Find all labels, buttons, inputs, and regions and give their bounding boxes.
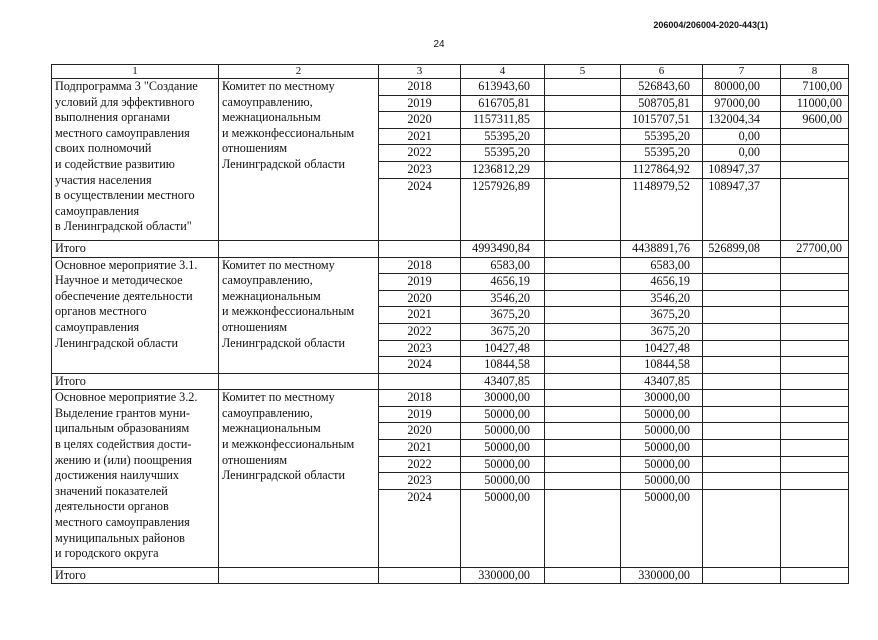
total-amount-cell: 30000,00 bbox=[461, 390, 545, 407]
other-amount-cell: 7100,00 bbox=[781, 79, 849, 96]
program-name-line: и содействие развитию bbox=[55, 156, 175, 171]
total-amount-cell: 50000,00 bbox=[461, 406, 545, 423]
executor-line: отношениям bbox=[222, 452, 288, 467]
year-cell: 2024 bbox=[379, 489, 461, 567]
regional-amount-cell: 526843,60 bbox=[621, 79, 703, 96]
program-name-line: обеспечение деятельности bbox=[55, 288, 193, 303]
federal-amount-cell bbox=[545, 440, 621, 457]
total-row bbox=[52, 567, 849, 584]
year-cell: 2018 bbox=[379, 390, 461, 407]
federal-amount-cell bbox=[545, 178, 621, 240]
column-header-8: 8 bbox=[781, 65, 849, 79]
program-name-line: Подпрограмма 3 "Создание bbox=[55, 79, 198, 93]
program-name-line: значений показателей bbox=[55, 483, 168, 498]
local-amount-cell: 0,00 bbox=[703, 128, 781, 145]
executor-line: самоуправлению, bbox=[222, 273, 313, 288]
regional-amount-cell: 50000,00 bbox=[621, 489, 703, 567]
federal-amount-cell bbox=[545, 489, 621, 567]
local-amount-cell: 132004,34 bbox=[703, 112, 781, 129]
year-cell: 2020 bbox=[379, 423, 461, 440]
program-name-line: достижения наилучших bbox=[55, 468, 179, 483]
federal-amount-cell bbox=[545, 128, 621, 145]
program-name-line: жению и (или) поощрения bbox=[55, 452, 192, 467]
empty-cell bbox=[219, 240, 379, 257]
total-amount-cell: 613943,60 bbox=[461, 79, 545, 96]
program-name-line: Ленинградской области bbox=[55, 335, 178, 350]
regional-amount-cell: 50000,00 bbox=[621, 440, 703, 457]
executor-line: межнациональным bbox=[222, 110, 321, 125]
year-cell: 2021 bbox=[379, 128, 461, 145]
regional-amount-cell: 4656,19 bbox=[621, 274, 703, 291]
column-header-4: 4 bbox=[461, 65, 545, 79]
column-header-5: 5 bbox=[545, 65, 621, 79]
program-name-line: самоуправления bbox=[55, 319, 140, 334]
total-label: Итого bbox=[52, 373, 219, 390]
column-number-row bbox=[52, 65, 849, 79]
page-number: 24 bbox=[433, 39, 445, 50]
total-label: Итого bbox=[52, 240, 219, 257]
local-amount-cell bbox=[703, 456, 781, 473]
year-cell: 2020 bbox=[379, 112, 461, 129]
total-amount-cell: 3546,20 bbox=[461, 290, 545, 307]
program-name-line: своих полномочий bbox=[55, 141, 152, 156]
local-amount-cell bbox=[703, 357, 781, 374]
federal-amount-cell bbox=[545, 161, 621, 178]
total-amount-cell: 3675,20 bbox=[461, 307, 545, 324]
program-name-line: местного самоуправления bbox=[55, 515, 190, 530]
regional-amount-cell: 55395,20 bbox=[621, 128, 703, 145]
other-amount-cell bbox=[781, 257, 849, 274]
other-amount-cell bbox=[781, 489, 849, 567]
total-amount-cell: 10427,48 bbox=[461, 340, 545, 357]
program-name-cell bbox=[52, 257, 219, 373]
local-amount-cell: 108947,37 bbox=[703, 178, 781, 240]
regional-amount-cell: 50000,00 bbox=[621, 406, 703, 423]
other-amount-cell bbox=[781, 323, 849, 340]
year-cell: 2024 bbox=[379, 178, 461, 240]
program-name-line: Выделение грантов муни- bbox=[55, 405, 190, 420]
total-row bbox=[52, 373, 849, 390]
federal-amount-cell bbox=[545, 373, 621, 390]
other-amount-cell bbox=[781, 406, 849, 423]
other-amount-cell bbox=[781, 161, 849, 178]
regional-amount-cell: 1015707,51 bbox=[621, 112, 703, 129]
total-amount-cell: 50000,00 bbox=[461, 440, 545, 457]
program-name-line: выполнения органами bbox=[55, 110, 170, 125]
federal-amount-cell bbox=[545, 423, 621, 440]
program-name-line: деятельности органов bbox=[55, 499, 169, 514]
executor-line: Комитет по местному bbox=[222, 79, 335, 93]
program-name-line: органов местного bbox=[55, 304, 147, 319]
total-amount-cell: 1236812,29 bbox=[461, 161, 545, 178]
federal-amount-cell bbox=[545, 406, 621, 423]
other-amount-cell bbox=[781, 567, 849, 584]
local-amount-cell bbox=[703, 489, 781, 567]
empty-cell bbox=[379, 567, 461, 584]
other-amount-cell bbox=[781, 340, 849, 357]
federal-amount-cell bbox=[545, 240, 621, 257]
program-name-line: муниципальных районов bbox=[55, 530, 185, 545]
executor-line: и межконфессиональным bbox=[222, 437, 355, 452]
local-amount-cell bbox=[703, 390, 781, 407]
empty-cell bbox=[219, 567, 379, 584]
federal-amount-cell bbox=[545, 567, 621, 584]
other-amount-cell bbox=[781, 390, 849, 407]
local-amount-cell bbox=[703, 473, 781, 490]
other-amount-cell bbox=[781, 357, 849, 374]
document-id: 206004/206004-2020-443(1) bbox=[653, 20, 768, 30]
year-cell: 2021 bbox=[379, 440, 461, 457]
local-amount-cell bbox=[703, 567, 781, 584]
program-name-line: ципальным образованиям bbox=[55, 421, 190, 436]
local-amount-cell bbox=[703, 373, 781, 390]
total-amount-cell: 4656,19 bbox=[461, 274, 545, 291]
year-cell: 2018 bbox=[379, 79, 461, 96]
federal-amount-cell bbox=[545, 357, 621, 374]
regional-amount-cell: 3675,20 bbox=[621, 323, 703, 340]
year-cell: 2022 bbox=[379, 323, 461, 340]
other-amount-cell: 11000,00 bbox=[781, 95, 849, 112]
local-amount-cell bbox=[703, 290, 781, 307]
regional-amount-cell: 55395,20 bbox=[621, 145, 703, 162]
executor-cell bbox=[219, 79, 379, 241]
total-amount-cell: 55395,20 bbox=[461, 145, 545, 162]
year-cell: 2018 bbox=[379, 257, 461, 274]
year-cell: 2019 bbox=[379, 95, 461, 112]
executor-line: отношениям bbox=[222, 141, 288, 156]
regional-amount-cell: 30000,00 bbox=[621, 390, 703, 407]
regional-amount-cell: 508705,81 bbox=[621, 95, 703, 112]
local-amount-cell bbox=[703, 423, 781, 440]
year-cell: 2023 bbox=[379, 473, 461, 490]
federal-amount-cell bbox=[545, 473, 621, 490]
executor-cell bbox=[219, 257, 379, 373]
other-amount-cell bbox=[781, 274, 849, 291]
local-amount-cell: 108947,37 bbox=[703, 161, 781, 178]
executor-line: межнациональным bbox=[222, 288, 321, 303]
column-header-3: 3 bbox=[379, 65, 461, 79]
executor-line: и межконфессиональным bbox=[222, 125, 355, 140]
year-cell: 2020 bbox=[379, 290, 461, 307]
local-amount-cell bbox=[703, 440, 781, 457]
column-header-1: 1 bbox=[52, 65, 219, 79]
year-cell: 2024 bbox=[379, 357, 461, 374]
program-name-line: условий для эффективного bbox=[55, 94, 195, 109]
executor-line: самоуправлению, bbox=[222, 405, 313, 420]
other-amount-cell: 27700,00 bbox=[781, 240, 849, 257]
program-name-line: участия населения bbox=[55, 172, 152, 187]
program-name-line: самоуправления bbox=[55, 203, 140, 218]
federal-amount-cell bbox=[545, 390, 621, 407]
executor-line: Ленинградской области bbox=[222, 156, 345, 171]
executor-cell bbox=[219, 390, 379, 568]
federal-amount-cell bbox=[545, 456, 621, 473]
executor-line: самоуправлению, bbox=[222, 94, 313, 109]
program-name-line: Научное и методическое bbox=[55, 273, 183, 288]
table-row bbox=[52, 79, 849, 96]
executor-line: и межконфессиональным bbox=[222, 304, 355, 319]
federal-amount-cell bbox=[545, 290, 621, 307]
total-amount-cell: 43407,85 bbox=[461, 373, 545, 390]
regional-amount-cell: 4438891,76 bbox=[621, 240, 703, 257]
regional-amount-cell: 3675,20 bbox=[621, 307, 703, 324]
executor-line: Комитет по местному bbox=[222, 257, 335, 272]
federal-amount-cell bbox=[545, 145, 621, 162]
program-name-line: Основное мероприятие 3.2. bbox=[55, 390, 198, 405]
regional-amount-cell: 330000,00 bbox=[621, 567, 703, 584]
federal-amount-cell bbox=[545, 257, 621, 274]
regional-amount-cell: 6583,00 bbox=[621, 257, 703, 274]
regional-amount-cell: 3546,20 bbox=[621, 290, 703, 307]
federal-amount-cell bbox=[545, 112, 621, 129]
table-body bbox=[52, 79, 849, 584]
program-name-line: в целях содействия дости- bbox=[55, 437, 192, 452]
year-cell: 2019 bbox=[379, 406, 461, 423]
total-amount-cell: 3675,20 bbox=[461, 323, 545, 340]
total-amount-cell: 6583,00 bbox=[461, 257, 545, 274]
program-name-line: местного самоуправления bbox=[55, 125, 190, 140]
total-label: Итого bbox=[52, 567, 219, 584]
total-amount-cell: 50000,00 bbox=[461, 473, 545, 490]
total-amount-cell: 50000,00 bbox=[461, 489, 545, 567]
program-name-cell bbox=[52, 390, 219, 568]
other-amount-cell bbox=[781, 290, 849, 307]
regional-amount-cell: 43407,85 bbox=[621, 373, 703, 390]
year-cell: 2019 bbox=[379, 274, 461, 291]
total-row bbox=[52, 240, 849, 257]
total-amount-cell: 330000,00 bbox=[461, 567, 545, 584]
empty-cell bbox=[379, 240, 461, 257]
regional-amount-cell: 1148979,52 bbox=[621, 178, 703, 240]
year-cell: 2021 bbox=[379, 307, 461, 324]
regional-amount-cell: 10427,48 bbox=[621, 340, 703, 357]
total-amount-cell: 10844,58 bbox=[461, 357, 545, 374]
executor-line: Ленинградской области bbox=[222, 335, 345, 350]
total-amount-cell: 1157311,85 bbox=[461, 112, 545, 129]
local-amount-cell bbox=[703, 307, 781, 324]
table-row bbox=[52, 390, 849, 407]
total-amount-cell: 50000,00 bbox=[461, 456, 545, 473]
executor-line: отношениям bbox=[222, 319, 288, 334]
federal-amount-cell bbox=[545, 95, 621, 112]
year-cell: 2022 bbox=[379, 145, 461, 162]
executor-line: Комитет по местному bbox=[222, 390, 335, 405]
federal-amount-cell bbox=[545, 79, 621, 96]
total-amount-cell: 50000,00 bbox=[461, 423, 545, 440]
local-amount-cell: 0,00 bbox=[703, 145, 781, 162]
program-name-line: Основное мероприятие 3.1. bbox=[55, 257, 198, 272]
other-amount-cell: 9600,00 bbox=[781, 112, 849, 129]
total-amount-cell: 4993490,84 bbox=[461, 240, 545, 257]
total-amount-cell: 616705,81 bbox=[461, 95, 545, 112]
other-amount-cell bbox=[781, 456, 849, 473]
local-amount-cell bbox=[703, 406, 781, 423]
federal-amount-cell bbox=[545, 307, 621, 324]
local-amount-cell: 526899,08 bbox=[703, 240, 781, 257]
program-name-cell bbox=[52, 79, 219, 241]
regional-amount-cell: 50000,00 bbox=[621, 423, 703, 440]
other-amount-cell bbox=[781, 128, 849, 145]
year-cell: 2023 bbox=[379, 340, 461, 357]
column-header-6: 6 bbox=[621, 65, 703, 79]
program-name-line: и городского округа bbox=[55, 546, 159, 561]
program-name-line: в осуществлении местного bbox=[55, 188, 195, 203]
federal-amount-cell bbox=[545, 323, 621, 340]
local-amount-cell bbox=[703, 323, 781, 340]
empty-cell bbox=[219, 373, 379, 390]
other-amount-cell bbox=[781, 307, 849, 324]
executor-line: Ленинградской области bbox=[222, 468, 345, 483]
local-amount-cell bbox=[703, 274, 781, 291]
program-name-line: в Ленинградской области" bbox=[55, 219, 192, 234]
year-cell: 2023 bbox=[379, 161, 461, 178]
federal-amount-cell bbox=[545, 340, 621, 357]
regional-amount-cell: 50000,00 bbox=[621, 473, 703, 490]
other-amount-cell bbox=[781, 440, 849, 457]
budget-table bbox=[51, 64, 849, 584]
table-row bbox=[52, 257, 849, 274]
column-header-7: 7 bbox=[703, 65, 781, 79]
regional-amount-cell: 1127864,92 bbox=[621, 161, 703, 178]
year-cell: 2022 bbox=[379, 456, 461, 473]
local-amount-cell: 97000,00 bbox=[703, 95, 781, 112]
executor-line: межнациональным bbox=[222, 421, 321, 436]
other-amount-cell bbox=[781, 423, 849, 440]
other-amount-cell bbox=[781, 145, 849, 162]
total-amount-cell: 55395,20 bbox=[461, 128, 545, 145]
column-header-2: 2 bbox=[219, 65, 379, 79]
local-amount-cell bbox=[703, 340, 781, 357]
regional-amount-cell: 10844,58 bbox=[621, 357, 703, 374]
regional-amount-cell: 50000,00 bbox=[621, 456, 703, 473]
empty-cell bbox=[379, 373, 461, 390]
local-amount-cell bbox=[703, 257, 781, 274]
other-amount-cell bbox=[781, 373, 849, 390]
other-amount-cell bbox=[781, 473, 849, 490]
local-amount-cell: 80000,00 bbox=[703, 79, 781, 96]
other-amount-cell bbox=[781, 178, 849, 240]
total-amount-cell: 1257926,89 bbox=[461, 178, 545, 240]
federal-amount-cell bbox=[545, 274, 621, 291]
